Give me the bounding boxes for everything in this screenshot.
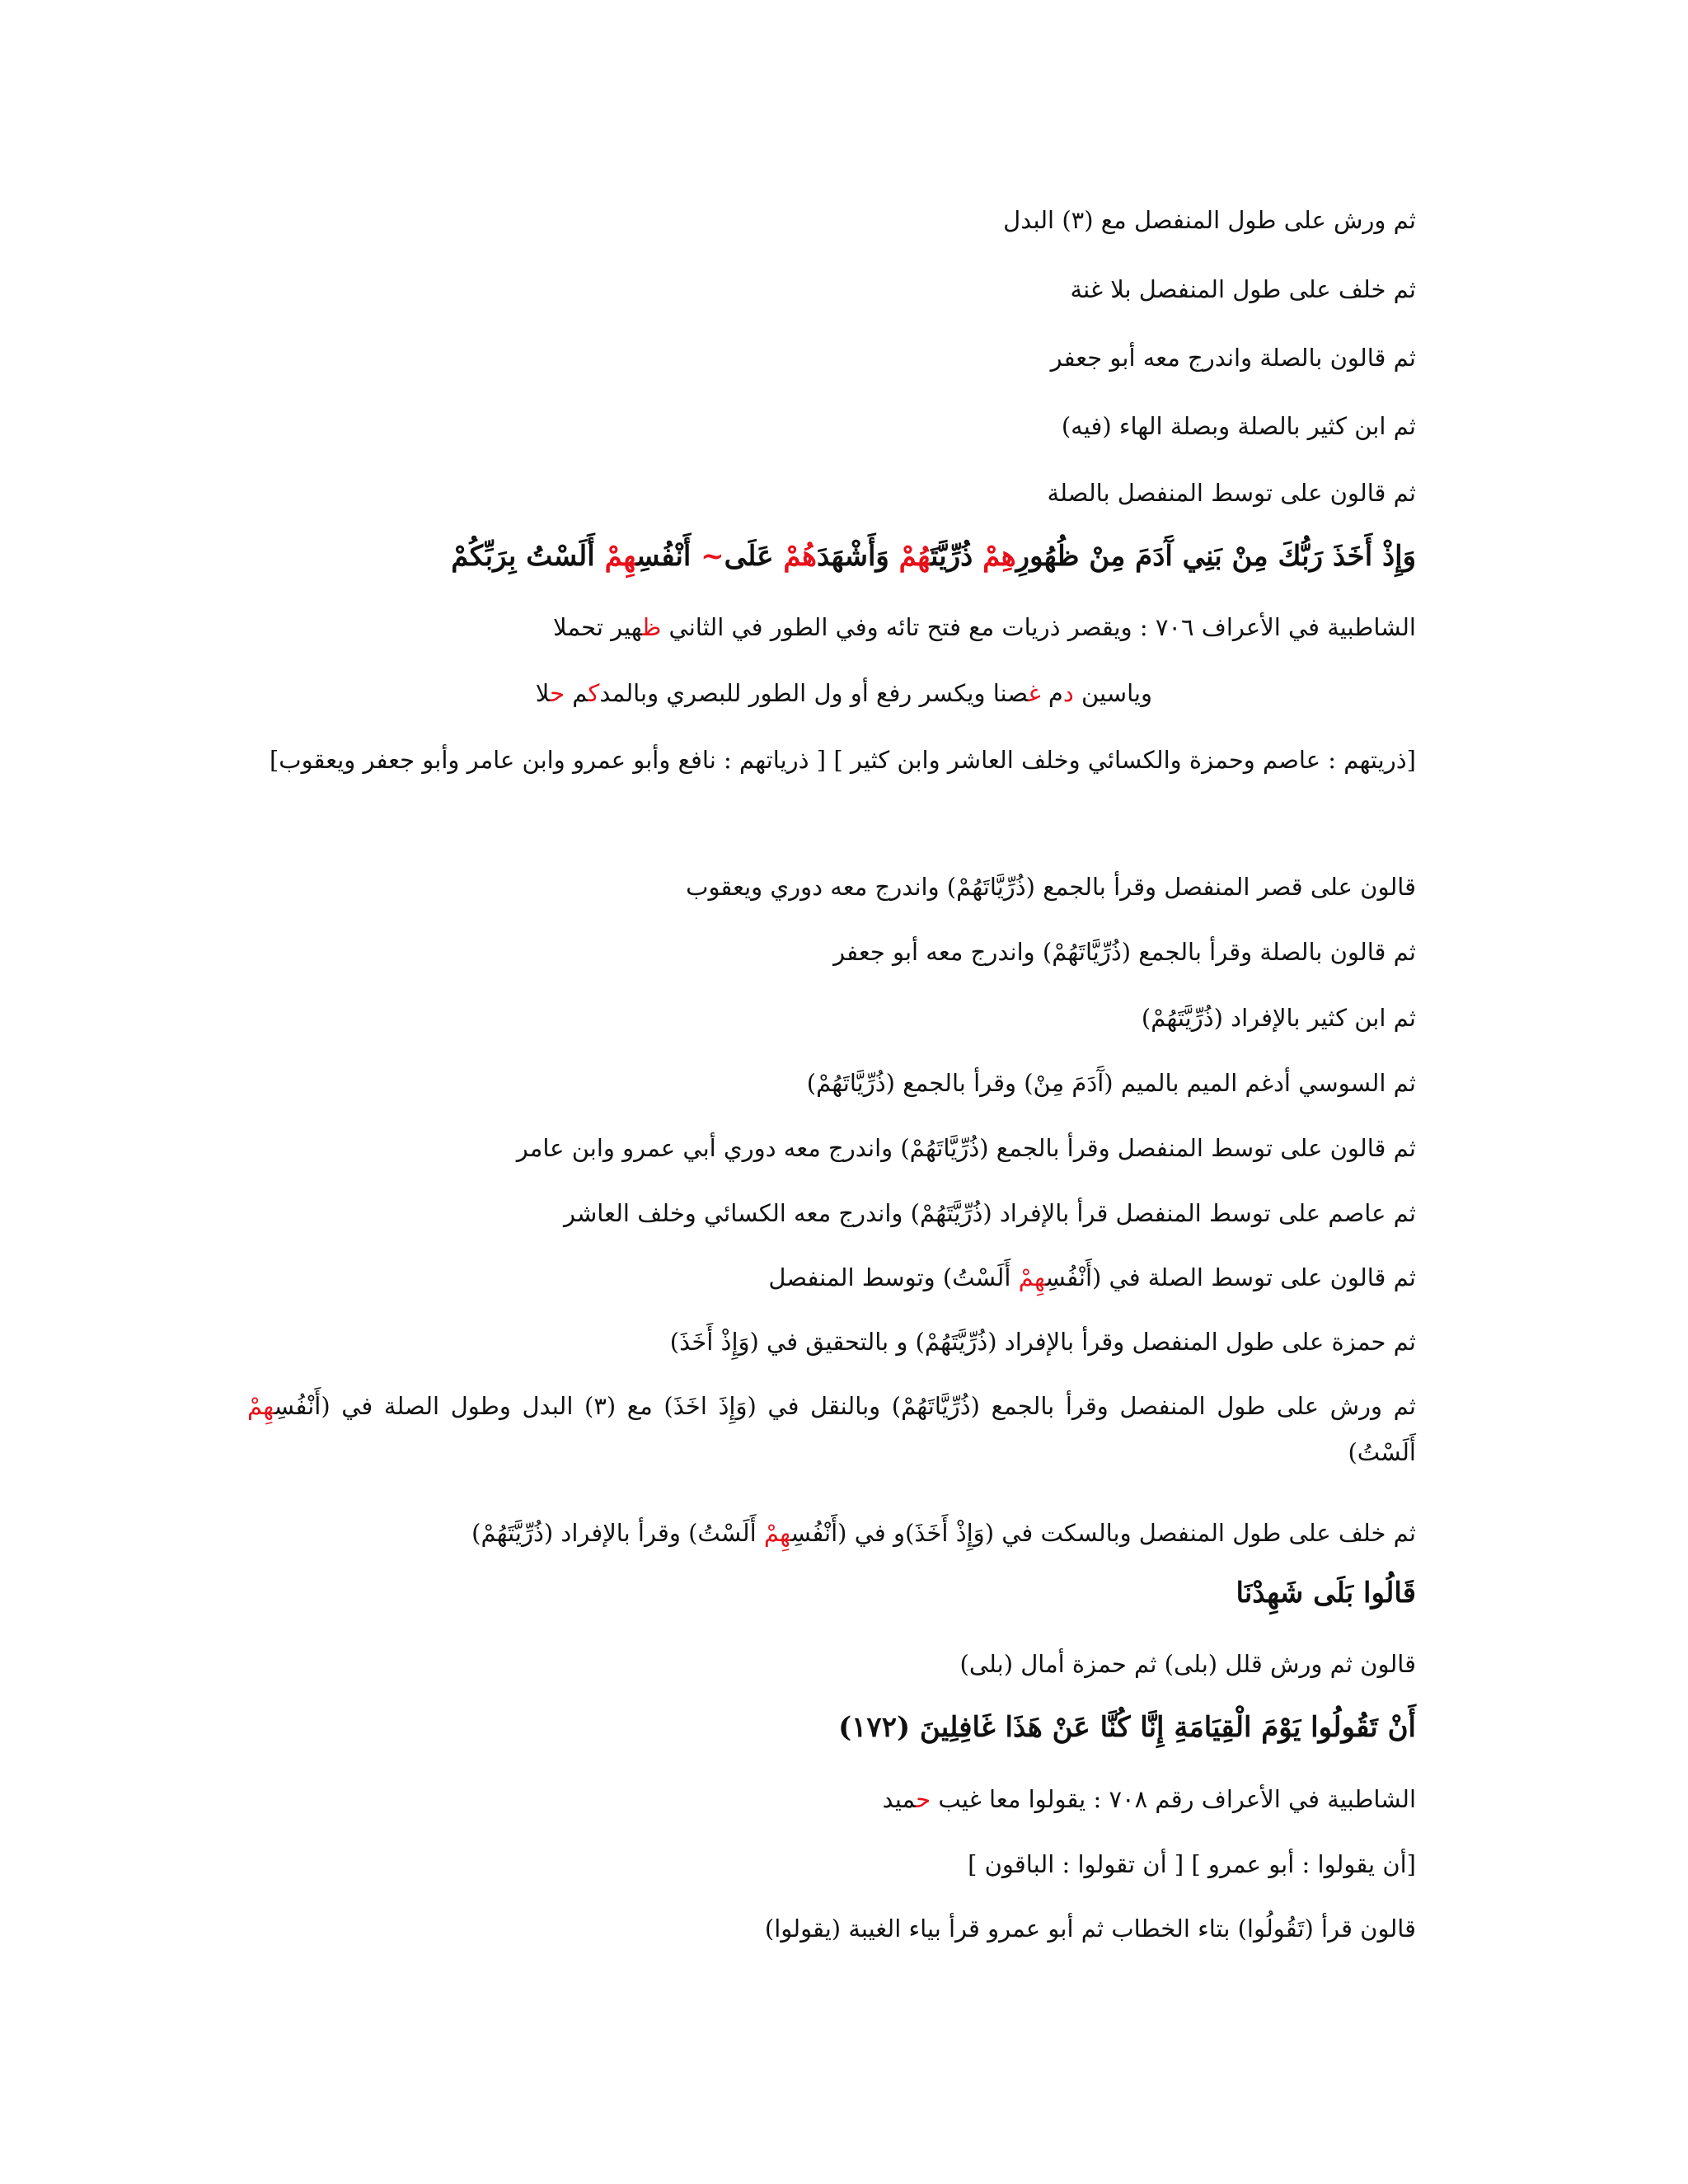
verse-text: وَإِذْ أَخَذَ رَبُّكَ مِنْ بَنِي آَدَمَ مِنْ ظُهُورِ xyxy=(1015,540,1416,573)
verse-text: أَنْفُسِ xyxy=(635,540,701,573)
line-text: ثم ورش على طول المنفصل مع (٣) البدل xyxy=(1003,206,1416,234)
text-line xyxy=(247,1647,1416,1680)
verse-text: أَلَسْتُ بِرَبِّكُمْ xyxy=(451,540,605,573)
line-text: م xyxy=(565,679,588,707)
line-text: لا xyxy=(535,679,551,707)
verse-text: وَأَشْهَدَ xyxy=(816,540,899,573)
verse-highlight: هِمْ xyxy=(982,540,1016,573)
line-text: [أن يقولوا : أبو عمرو ] [ أن تقولوا : الباقون ] xyxy=(968,1850,1416,1878)
symbol-letter: ك xyxy=(588,679,600,707)
readers-bracket-note xyxy=(247,1848,1416,1881)
red-pronoun: هِمْ xyxy=(1018,1263,1046,1291)
text-line xyxy=(247,410,1416,443)
quran-verse xyxy=(247,540,1416,573)
symbol-letter: د xyxy=(1062,679,1074,707)
text-line xyxy=(247,1001,1416,1034)
symbol-letter: غ xyxy=(1028,679,1041,707)
text-line xyxy=(247,1325,1416,1358)
text-line xyxy=(247,1912,1416,1945)
text-line xyxy=(247,870,1416,903)
line-text: ثم قالون على توسط الصلة في (أَنْفُسِ xyxy=(1045,1263,1416,1291)
verse-highlight: هِمْ xyxy=(604,540,636,573)
line-text: أَلَسْتُ) وتوسط المنفصل xyxy=(768,1263,1019,1291)
line-text: ثم ورش على طول المنفصل وقرأ بالجمع (ذُرِّيَّاتَهُمْ) وبالنقل في (وَإِذَ اخَذَ) مع (٣) البدل وطول الصلة في (أَنْفُسِ xyxy=(274,1392,1417,1420)
verse-text: ذُرِّيَّتَ xyxy=(930,540,983,573)
line-text: ثم قالون بالصلة واندرج معه أبو جعفر xyxy=(1050,344,1416,372)
text-line xyxy=(247,204,1416,237)
line-text: ثم قالون بالصلة وقرأ بالجمع (ذُرِّيَّاتَهُمْ) واندرج معه أبو جعفر xyxy=(833,938,1416,966)
shatibiyyah-reference xyxy=(247,611,1416,644)
verse-highlight: ~ xyxy=(701,540,724,573)
verse-text: قَالُوا بَلَى شَهِدْنَا xyxy=(1236,1577,1416,1610)
red-pronoun: هِمْ xyxy=(247,1392,274,1420)
line-text: ثم السوسي أدغم الميم بالميم (آَدَمَ مِنْ) وقرأ بالجمع (ذُرِّيَّاتَهُمْ) xyxy=(806,1069,1416,1097)
text-line xyxy=(247,341,1416,374)
line-text: أَلَسْتُ) وقرأ بالإفراد (ذُرِّيَّتَهُمْ) xyxy=(471,1519,764,1547)
text-line xyxy=(247,1197,1416,1230)
verse-text: عَلَى xyxy=(724,540,784,573)
line-text: قالون على قصر المنفصل وقرأ بالجمع (ذُرِّيَّاتَهُمْ) واندرج معه دوري ويعقوب xyxy=(686,873,1416,901)
red-pronoun: هِمْ xyxy=(763,1519,791,1547)
text-line xyxy=(247,935,1416,968)
line-text: هير تحملا xyxy=(553,613,643,641)
text-line xyxy=(247,1132,1416,1165)
line-text: الشاطبية في الأعراف ٧٠٦ : ويقصر ذريات مع فتح تائه وفي الطور في الثاني xyxy=(661,613,1416,641)
line-text: ثم خلف على طول المنفصل وبالسكت في (وَإِذْ أَخَذَ)و في (أَنْفُسِ xyxy=(790,1519,1416,1547)
verse-highlight: هُمْ xyxy=(898,540,931,573)
line-text: ثم ابن كثير بالصلة وبصلة الهاء (فيه) xyxy=(1061,412,1416,440)
line-text: ثم قالون على توسط المنفصل بالصلة xyxy=(1047,479,1416,507)
text-line xyxy=(247,273,1416,306)
line-text: م xyxy=(1040,679,1063,707)
symbol-letter: ح xyxy=(916,1785,931,1813)
line-text: قالون ثم ورش قلل (بلى) ثم حمزة أمال (بلى) xyxy=(959,1650,1416,1678)
shatibiyyah-reference xyxy=(247,1783,1416,1816)
text-line xyxy=(247,1066,1416,1099)
line-text: الشاطبية في الأعراف رقم ٧٠٨ : يقولوا معا غيب xyxy=(931,1785,1416,1813)
line-text: وياسين xyxy=(1073,679,1152,707)
text-line xyxy=(247,1383,1416,1475)
line-text: ميد xyxy=(882,1785,917,1813)
text-line xyxy=(247,1261,1416,1294)
verse-highlight: هُمْ xyxy=(783,540,817,573)
line-text: ثم حمزة على طول المنفصل وقرأ بالإفراد (ذُرِّيَّتَهُمْ) و بالتحقيق في (وَإِذْ أَخَذَ) xyxy=(669,1328,1416,1356)
line-text: ثم ابن كثير بالإفراد (ذُرِّيَّتَهُمْ) xyxy=(1141,1004,1416,1032)
line-text: قالون قرأ (تَقُولُوا) بتاء الخطاب ثم أبو عمرو قرأ بياء الغيبة (يقولوا) xyxy=(764,1915,1416,1943)
quran-verse xyxy=(247,1711,1416,1744)
symbol-letter: ح xyxy=(550,679,565,707)
line-text: صنا ويكسر رفع أو ول الطور للبصري وبالمد xyxy=(599,679,1029,707)
line-text: ثم عاصم على توسط المنفصل قرأ بالإفراد (ذُرِّيَّتَهُمْ) واندرج معه الكسائي وخلف العاشر xyxy=(563,1199,1416,1227)
quran-verse xyxy=(247,1577,1416,1610)
line-text: ثم خلف على طول المنفصل بلا غنة xyxy=(1070,275,1416,303)
verse-text: أَنْ تَقُولُوا يَوْمَ الْقِيَامَةِ إِنَّا كُنَّا عَنْ هَذَا غَافِلِينَ (١٧٢) xyxy=(838,1711,1416,1744)
symbol-letter: ظ xyxy=(642,613,662,641)
text-line xyxy=(247,1516,1416,1549)
line-text: [ذريتهم : عاصم وحمزة والكسائي وخلف العاشر وابن كثير ] [ ذرياتهم : نافع وأبو عمرو وابن عامر وأبو جعفر ويعقوب] xyxy=(269,746,1416,774)
line-text: ثم قالون على توسط المنفصل وقرأ بالجمع (ذُرِّيَّاتَهُمْ) واندرج معه دوري أبي عمرو وابن عامر xyxy=(516,1134,1416,1162)
readers-bracket-note xyxy=(247,737,1416,783)
text-line xyxy=(247,476,1416,509)
poem-verse xyxy=(247,677,1152,710)
line-text: أَلَسْتُ) xyxy=(1348,1438,1416,1466)
